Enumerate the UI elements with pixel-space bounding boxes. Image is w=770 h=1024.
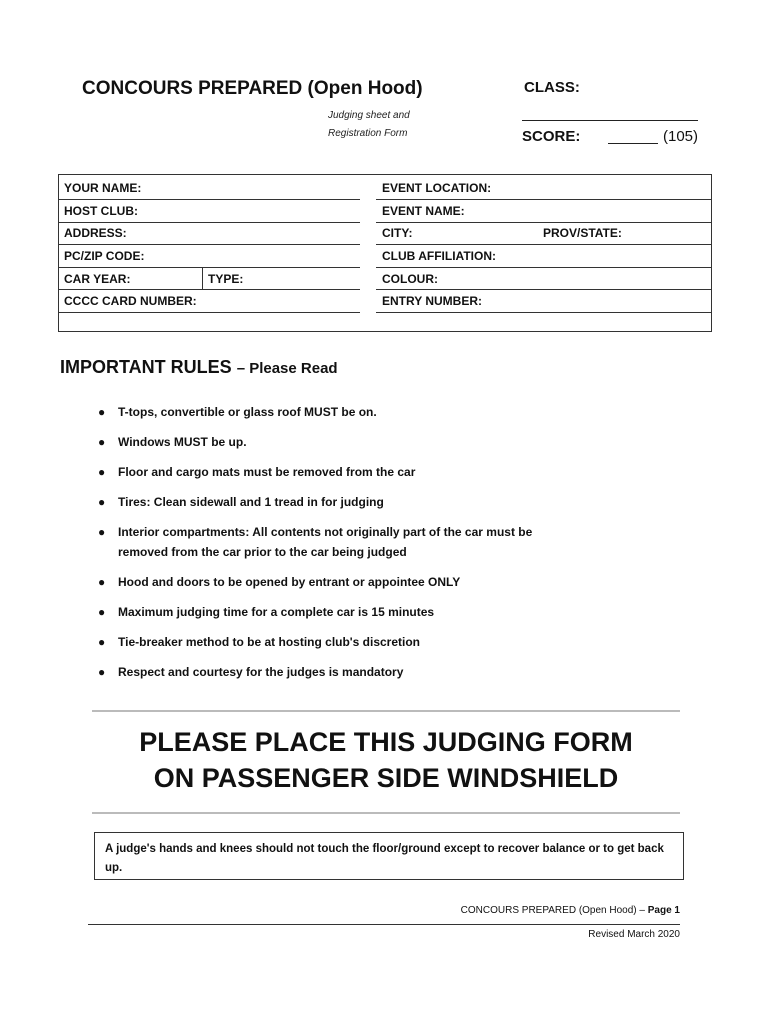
banner-top-divider [92,710,680,712]
rules-heading [60,357,338,378]
list-item: ● Interior compartments: All contents not originally part of the car must be removed from the car prior to the car being judged [98,522,578,562]
bullet-icon: ● [98,525,106,539]
host-club-label: HOST CLUB: [64,204,138,218]
list-item: ● Floor and cargo mats must be removed from the car [98,462,578,482]
list-item: ● Windows MUST be up. [98,432,578,452]
list-item: ● T-tops, convertible or glass roof MUST be on. [98,402,578,422]
score-max: (105) [663,128,699,145]
event-location-line[interactable] [376,199,712,200]
bullet-icon: ● [98,605,106,619]
rules-heading-main: IMPORTANT RULES [60,357,232,377]
form-subtitle-line2: Registration Form [328,128,408,139]
city-label: CITY: [382,226,413,240]
judge-note-text: A judge's hands and knees should not touch the floor/ground except to recover balance or to get back up. [105,843,664,874]
rules-list [98,402,578,692]
bullet-icon: ● [98,575,106,589]
type-label: TYPE: [208,272,244,286]
your-name-label: YOUR NAME: [64,181,142,195]
entry-number-label: ENTRY NUMBER: [382,294,483,308]
bullet-icon: ● [98,495,106,509]
prov-state-label: PROV/STATE: [543,226,622,240]
judge-note-box [94,832,684,880]
banner-line1: PLEASE PLACE THIS JUDGING FORM [139,727,633,757]
club-affiliation-label: CLUB AFFILIATION: [382,249,496,263]
car-year-label: CAR YEAR: [64,272,131,286]
car-year-type-divider [202,267,203,289]
footer-page-number: Page 1 [647,905,680,916]
cccc-card-line[interactable] [58,312,360,313]
pc-zip-label: PC/ZIP CODE: [64,249,145,263]
footer-page-line [461,905,680,916]
event-name-line[interactable] [376,222,712,223]
address-label: ADDRESS: [64,226,127,240]
banner-line2: ON PASSENGER SIDE WINDSHIELD [153,763,619,793]
footer-doc-name: CONCOURS PREPARED (Open Hood) – [460,905,645,916]
score-blank-line[interactable] [608,131,658,144]
city-line[interactable] [376,244,712,245]
bullet-icon: ● [98,405,106,419]
club-affiliation-line[interactable] [376,267,712,268]
score-label: SCORE: [522,128,581,145]
event-name-label: EVENT NAME: [382,204,465,218]
list-item: ● Tires: Clean sidewall and 1 tread in for judging [98,492,578,512]
bullet-icon: ● [98,635,106,649]
cccc-card-label: CCCC CARD NUMBER: [64,294,197,308]
bullet-icon: ● [98,435,106,449]
list-item: ● Respect and courtesy for the judges is mandatory [98,662,578,682]
class-blank-line[interactable] [522,108,698,121]
footer-revised: Revised March 2020 [588,929,680,940]
form-subtitle-line1: Judging sheet and [328,110,410,121]
list-item: ● Hood and doors to be opened by entrant or appointee ONLY [98,572,578,592]
form-title: CONCOURS PREPARED (Open Hood) [82,78,423,99]
colour-line[interactable] [376,289,712,290]
entry-number-line[interactable] [376,312,712,313]
host-club-line[interactable] [58,222,360,223]
rules-heading-suffix: – Please Read [236,360,338,377]
class-label: CLASS: [524,79,580,96]
pc-zip-line[interactable] [58,267,360,268]
car-year-line[interactable] [58,289,360,290]
bullet-icon: ● [98,465,106,479]
footer-divider [88,924,680,925]
colour-label: COLOUR: [382,272,438,286]
list-item: ● Maximum judging time for a complete car is 15 minutes [98,602,578,622]
list-item: ● Tie-breaker method to be at hosting club's discretion [98,632,578,652]
event-location-label: EVENT LOCATION: [382,181,492,195]
address-line[interactable] [58,244,360,245]
your-name-line[interactable] [58,199,360,200]
banner-bottom-divider [92,812,680,814]
bullet-icon: ● [98,665,106,679]
